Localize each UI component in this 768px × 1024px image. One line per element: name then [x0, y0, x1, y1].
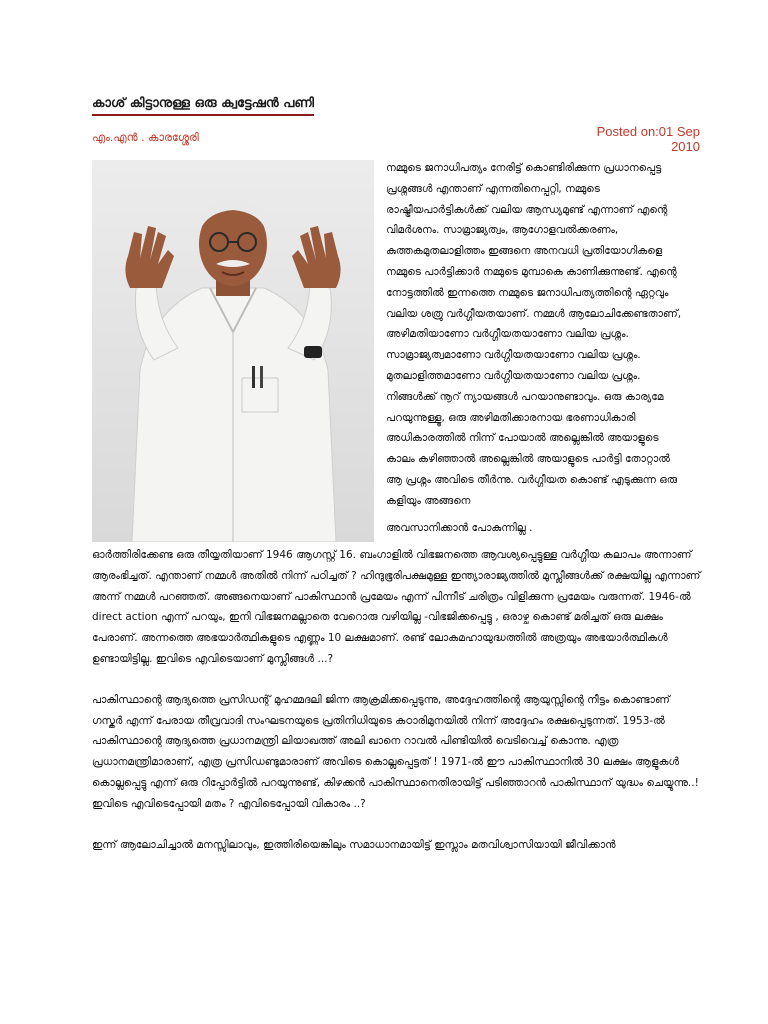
intro-column — [386, 158, 686, 538]
body-paragraph-3: ഇന്ന് ആലോചിച്ചാല്‍ മനസ്സിലാവും, ഇത്തിരിയെങ്കിലും സമാധാനമായിട്ട് ഇസ്ലാം മതവിശ്വാസിയായി ജീവിക്കാന്‍ — [92, 838, 616, 851]
article-body — [92, 545, 702, 875]
posted-year-line: 2010 — [671, 139, 700, 154]
article-author[interactable]: എം.എന്‍ . കാരശ്ശേരി — [92, 131, 199, 144]
article-title: കാശ് കിട്ടാനുള്ള ഒരു ക്വട്ടേഷന്‍ പണി — [92, 96, 314, 116]
intro-paragraph: നമ്മുടെ ജനാധിപത്യം നേരിട്ട് കൊണ്ടിരിക്കുന്ന പ്രധാനപ്പെട്ട പ്രശ്നങ്ങള്‍ എന്താണ് എന്നതിനെപ്പറ്റി, നമ്മുടെ രാഷ്ട്രീയപാര്‍ട്ടികള്‍ക്ക് വലിയ ആന്ധ്യമുണ്ട് എന്നാണ് എന്റെ വിമര്‍ശനം. സാമ്രാജ്യത്വം, ആഗോളവല്‍ക്കരണം, കുത്തകമുതലാളിത്തം ഇങ്ങനെ അനവധി പ്രതിയോഗികളെ നമ്മുടെ പാര്‍ട്ടിക്കാര്‍ നമ്മുടെ മുമ്പാകെ കാണിക്കുന്നുണ്ട്. എന്റെ നോട്ടത്തില്‍ ഇന്നത്തെ നമ്മുടെ ജനാധിപത്യത്തിന്റെ ഏറ്റവും വലിയ ശത്രു വര്‍ഗ്ഗീയതയാണ്. നമ്മള്‍ ആലോചിക്കേണ്ടതാണ്, അഴിമതിയാണോ വര്‍ഗ്ഗീയതയാണോ വലിയ പ്രശ്നം. സാമ്രാജ്യത്വമാണോ വര്‍ഗ്ഗീയതയാണോ വലിയ പ്രശ്നം. മുതലാളിത്തമാണോ വര്‍ഗ്ഗീയതയാണോ വലിയ പ്രശ്നം. നിങ്ങള്‍ക്ക് നൂറ് ന്യായങ്ങള്‍ പറയാനുണ്ടാവും. ഒരു കാര്യമേ പറയുന്നുള്ളൂ, ഒരു അഴിമതിക്കാരനായ ഭരണാധികാരി അധികാരത്തില്‍ നിന്ന് പോയാല്‍ അല്ലെങ്കില്‍ അയാളുടെ കാലം കഴിഞ്ഞാല്‍ അല്ലെങ്കില്‍ അയാളുടെ പാര്‍ട്ടി തോറ്റാല്‍ ആ പ്രശ്നം അവിടെ തീര്‍ന്നു. വര്‍ഗ്ഗീയത കൊണ്ട് എടുക്കുന്ന ഒരു കളിയും അങ്ങനെ — [386, 162, 682, 507]
posted-date-line: Posted on:01 Sep — [596, 124, 700, 139]
person-portrait-icon — [92, 160, 374, 542]
body-paragraph-2: പാകിസ്ഥാന്റെ ആദ്യത്തെ പ്രസിഡന്റ് മുഹമ്മദലി ജിന്ന ആക്രമിക്കപ്പെടുന്നു, അദ്ദേഹത്തിന്റെ ആയുസ്സിന്റെ നീട്ടം കൊണ്ടാണ് ഗസ്കര്‍ എന്ന് പേരായ തീവ്രവാദി സംഘടനയുടെ പ്രതിനിധിയുടെ കഠാരിമുനയില്‍ നിന്ന് അദ്ദേഹം രക്ഷപ്പെടുന്നത്. 1953-ല്‍ പാകിസ്ഥാന്റെ ആദ്യത്തെ പ്രധാനമന്ത്രി ലിയാഖത്ത് അലി ഖാനെ റാവല്‍ പിണ്ടിയില്‍ വെടിവെച്ച് കൊന്നു. എത്ര പ്രധാനമന്ത്രിമാരാണ്, എത്ര പ്രസിഡണ്ടുമാരാണ് അവിടെ കൊല്ലപ്പെട്ടത് ! 1971-ല്‍ ഈ പാകിസ്ഥാനില്‍ 30 ലക്ഷം ആളുകള്‍ കൊല്ലപ്പെട്ടു എന്ന് ഒരു റിപ്പോര്‍ട്ടില്‍ പറയുന്നുണ്ട്, കിഴക്കന്‍ പാകിസ്ഥാനെതിരായിട്ട് പടിഞ്ഞാറന്‍ പാകിസ്ഥാന് യുദ്ധം ചെയ്യുന്നു..! ഇവിടെ എവിടെപ്പോയി മതം ? എവിടെപ്പോയി വികാരം ..? — [92, 693, 699, 810]
body-paragraph-1: ഓര്‍ത്തിരിക്കേണ്ട ഒരു തീയ്യതിയാണ് 1946 ആഗസ്റ്റ് 16. ബംഗാളില്‍ വിഭജനത്തെ ആവശ്യപ്പെട്ടുള്ള വര്‍ഗ്ഗീയ കലാപം അന്നാണ് ആരംഭിച്ചത്. എന്താണ് നമ്മള്‍ അതില്‍ നിന്ന് പഠിച്ചത് ? ഹിന്ദുഭൂരിപക്ഷമുള്ള ഇന്ത്യാരാജ്യത്തില്‍ മുസ്ലീങ്ങള്‍ക്ക് രക്ഷയില്ല എന്നാണ് അന്ന് നമ്മള്‍ പറഞ്ഞത്. അങ്ങനെയാണ് പാകിസ്ഥാന്‍ പ്രമേയം എന്ന് പിന്നീട് ചരിത്രം വിളിക്കുന്ന പ്രമേയം വരുന്നത്. 1946-ല്‍ direct action എന്ന് പറയും, ഇനി വിഭജനമല്ലാതെ വേറൊരു വഴിയില്ല -വിഭജിക്കപ്പെട്ടു , ഒരാഴ്ച കൊണ്ട് മരിച്ചത് ഒരു ലക്ഷം പേരാണ്. അന്നത്തെ അഭയാര്‍ത്ഥികളുടെ എണ്ണം 10 ലക്ഷമാണ്. രണ്ട് ലോകമഹായുദ്ധത്തില്‍ അത്രയും അഭയാര്‍ത്ഥികള്‍ ഉണ്ടായിട്ടില്ല. ഇവിടെ എവിടെയാണ് മുസ്ലീങ്ങള്‍ ...? — [92, 549, 701, 665]
posted-date — [500, 124, 700, 154]
intro-paragraph-end: അവസാനിക്കാന്‍ പോകുന്നില്ല . — [386, 521, 533, 534]
author-photo — [92, 160, 374, 542]
